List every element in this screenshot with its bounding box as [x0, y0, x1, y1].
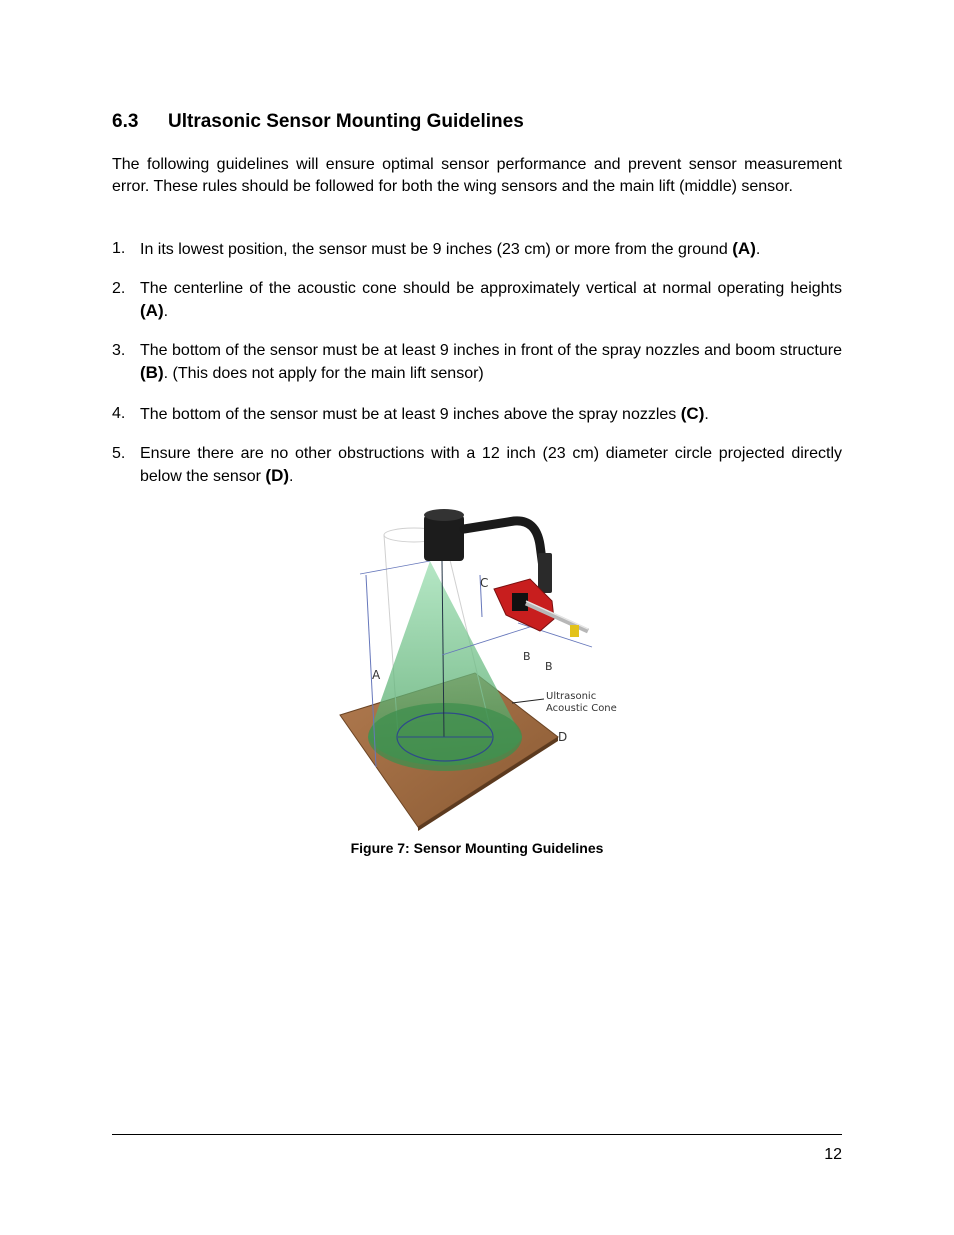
- sensor-body: [424, 515, 464, 561]
- section-title: Ultrasonic Sensor Mounting Guidelines: [168, 111, 524, 132]
- sensor-mounting-figure: [330, 505, 630, 835]
- guideline-number: 3.: [112, 342, 126, 359]
- guideline-text: [140, 238, 842, 261]
- figure-caption: Figure 7: Sensor Mounting Guidelines: [350, 840, 604, 856]
- guideline-tail: .: [163, 303, 169, 320]
- guideline-body: Ensure there are no other obstructions with a 12 inch (23 cm) diameter circle projected directly below the sensor: [140, 445, 842, 485]
- guideline-body: The bottom of the sensor must be at least 9 inches above the spray nozzles: [140, 406, 681, 423]
- label-c: C: [480, 576, 489, 590]
- dim-a-top: [360, 561, 430, 574]
- guideline-ref: (B): [140, 363, 164, 382]
- page-number: 12: [824, 1146, 842, 1163]
- guideline-item: [112, 340, 842, 385]
- guideline-ref: (A): [140, 301, 164, 320]
- guideline-tail: .: [704, 406, 709, 423]
- guideline-text: [140, 278, 842, 323]
- guideline-item: [112, 403, 842, 426]
- guideline-number: 2.: [112, 280, 126, 297]
- guideline-text: [140, 403, 842, 426]
- sensor-top: [424, 509, 464, 521]
- guideline-number: 5.: [112, 445, 126, 462]
- guideline-number: 4.: [112, 405, 126, 422]
- footer-rule: [112, 1134, 842, 1135]
- guideline-item: [112, 443, 842, 488]
- guideline-tail: . (This does not apply for the main lift sensor): [163, 365, 484, 382]
- callout-line-2: Acoustic Cone: [546, 703, 617, 714]
- guideline-body: The bottom of the sensor must be at least 9 inches in front of the spray nozzles and boom structure: [140, 342, 842, 359]
- guideline-text: [140, 340, 842, 385]
- guideline-item: [112, 278, 842, 323]
- spray-nozzle: [570, 625, 579, 637]
- spring-clamp: [538, 553, 552, 593]
- guideline-tail: .: [755, 241, 761, 258]
- label-a: A: [372, 668, 381, 682]
- guideline-number: 1.: [112, 240, 126, 257]
- guideline-body: The centerline of the acoustic cone should be approximately vertical at normal operating heights: [140, 280, 842, 297]
- guideline-ref: (D): [265, 466, 290, 485]
- guideline-item: [112, 238, 842, 261]
- bracket-plate: [512, 593, 528, 611]
- label-b-1: B: [523, 650, 531, 663]
- callout-line-1: Ultrasonic: [546, 691, 597, 702]
- guideline-ref: (C): [680, 404, 705, 423]
- guideline-tail: .: [289, 468, 294, 485]
- section-heading: [112, 111, 524, 133]
- intro-paragraph: The following guidelines will ensure optimal sensor performance and prevent sensor measurement error. These rules should be followed for both the wing sensors and the main lift (middle) sensor.: [112, 156, 842, 195]
- guideline-body: In its lowest position, the sensor must be 9 inches (23 cm) or more from the ground: [140, 241, 733, 258]
- callout-leader: [512, 699, 544, 703]
- guideline-ref: (A): [732, 239, 756, 258]
- label-b-2: B: [545, 660, 553, 673]
- guideline-text: [140, 443, 842, 488]
- label-d: D: [558, 730, 568, 744]
- section-number: 6.3: [112, 111, 139, 132]
- mounting-arm: [464, 521, 544, 575]
